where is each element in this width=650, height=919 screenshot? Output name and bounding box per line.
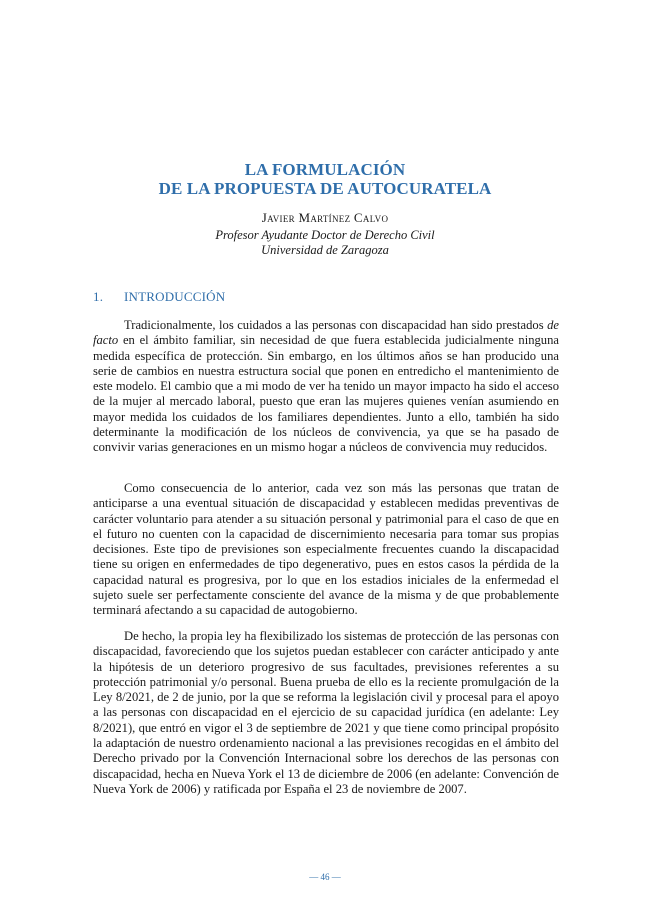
- paragraph-1-start: Tradicionalmente, los cuidados a las personas con discapacidad han sido prestados: [124, 318, 548, 332]
- page-number: — 46 —: [309, 872, 341, 882]
- author-institution: Universidad de Zaragoza: [261, 243, 389, 257]
- paragraph-1-latin-term: de facto: [93, 318, 559, 348]
- article-title-line-2: DE LA PROPUESTA DE AUTOCURATELA: [158, 179, 492, 198]
- section-title: INTRODUCCIÓN: [124, 289, 226, 304]
- section-number: 1.: [93, 289, 104, 304]
- paragraph-3: De hecho, la propia ley ha flexibilizado los sistemas de protección de las personas con discapacidad, favoreciendo que los sujetos puedan establecer con carácter anticipado y ante la hipótesis de un deterioro progresivo de sus facultades, previsiones referentes a su protección patrimonial y/o personal. Buena prueba de ello es la reciente promulgación de la Ley 8/2021, de 2 de junio, por la que se reforma la legislación civil y procesal para el apoyo a las personas con discapacidad en el ejercicio de su capacidad jurídica (en adelante: Ley 8/2021), que entró en vigor el 3 de septiembre de 2021 y que tiene como principal propósito la adaptación de nuestro ordenamiento nacional a las previsiones recogidas en el ámbito del Derecho privado por la Convención Internacional sobre los derechos de las personas con discapacidad, hecha en Nueva York el 13 de diciembre de 2006 (en adelante: Convención de Nueva York de 2006) y ratificada por España el 23 de noviembre de 2007.: [93, 629, 559, 796]
- author-name: Javier Martínez Calvo: [261, 210, 389, 225]
- author-position: Profesor Ayudante Doctor de Derecho Civil: [215, 228, 435, 242]
- paragraph-1: [93, 318, 559, 456]
- section-heading: [93, 289, 225, 305]
- paragraph-2: Como consecuencia de lo anterior, cada vez son más las personas que tratan de anticiparse a una eventual situación de discapacidad y establecen medidas preventivas de carácter voluntario para atender a su situación personal y patrimonial para el caso de que en el futuro no cuenten con la capacidad de discernimiento necesaria para tomar sus propias decisiones. Este tipo de previsiones son especialmente frecuentes cuando la discapacidad tiene su origen en enfermedades de tipo degenerativo, pues en estos casos la pérdida de la capacidad natural es progresiva, por lo que en los estadios iniciales de la enfermedad el sujeto suele ser perfectamente consciente del avance de la misma y de que probablemente terminará afectando a su capacidad de autogobierno.: [93, 481, 559, 618]
- paragraph-1-rest: en el ámbito familiar, sin necesidad de que fuera establecida judicialmente ninguna medida específica de protección. Sin embargo, en los últimos años se han producido una serie de cambios en nuestra estructura social que ponen en entredicho el mantenimiento de este modelo. El cambio que a mi modo de ver ha tenido un mayor impacto ha sido el acceso de la mujer al mercado laboral, puesto que eran las mujeres quienes venían asumiendo en mayor medida los cuidados de los familiares dependientes. Junto a ello, también ha sido determinante la modificación de los núcleos de convivencia, ya que se ha pasado de convivir varias generaciones en un mismo hogar a núcleos de convivencia muy reducidos.: [93, 333, 559, 455]
- article-title-line-1: LA FORMULACIÓN: [244, 160, 406, 179]
